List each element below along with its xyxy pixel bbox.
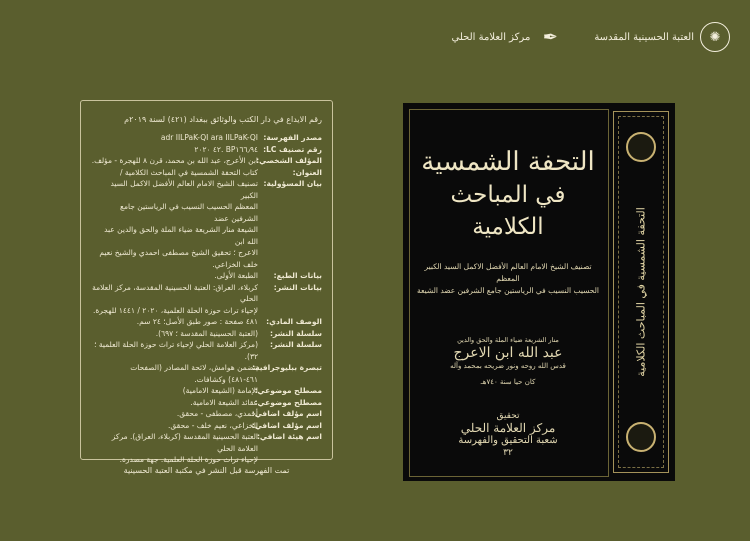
catalog-row-line: يتضمن هوامش، لائحة المصادر (الصفحات	[130, 363, 258, 372]
catalog-row-line: تصنيف الشيخ الامام العالم الأفضل الاكمل السيد الكبير	[110, 179, 258, 200]
catalog-row-line: خلف الخزاعي.	[212, 259, 258, 269]
catalog-rows	[91, 132, 322, 466]
catalog-row-line: BP١٦٦٫٩٤ .٤٢ ٢٠٢٠	[194, 144, 258, 154]
shrine-emblem-icon: ✺	[700, 22, 730, 52]
catalog-row-line: (العتبة الحسينية المقدسة ؛ ٦٩٧).	[155, 328, 258, 338]
cover-publisher	[413, 411, 603, 458]
catalog-row-value	[91, 167, 258, 179]
catalog-row-value	[91, 282, 258, 317]
catalog-row	[91, 270, 322, 282]
catalog-row-line: لإحياء تراث حوزة الحلة العلمية، ٢٠٢٠ / ١٤٤١ للهجرة.	[92, 305, 258, 315]
book-cover	[403, 103, 675, 481]
catalog-row-line: ٤٦١-٤٨١) وكشافات.	[194, 374, 258, 384]
author-date: كان حيا سنة ٧٤٠هـ	[480, 378, 536, 386]
catalog-row-line: لإحياء تراث حوزة الحلة العلمية. جهة مصدرة.	[119, 455, 258, 464]
catalog-row	[91, 431, 322, 466]
catalog-row-line: المعظم الحسيب النسيب في الرياستين جامع الشرفين عضد	[119, 202, 258, 223]
catalog-row	[91, 178, 322, 270]
catalog-row-line: أحمدي، مصطفى - محقق.	[176, 409, 258, 418]
catalog-row-line: الشيعة منار الشريعة ضياء الملة والحق والدين عبد الله ابن	[104, 225, 258, 246]
catalog-row	[91, 167, 322, 179]
catalog-row	[91, 362, 322, 385]
catalog-row-label: بيانات الطبع:	[273, 271, 322, 280]
catalog-row-line: (مركز العلامة الحلي لإحياء تراث حوزة الحلة العلمية ؛ ٣٢).	[94, 340, 258, 361]
catalog-row-label: رقم تصنيف LC:	[263, 144, 322, 154]
holy-shrine-logo	[594, 22, 730, 52]
author-tail: قدس الله روحه ونور ضريحه بمحمد وآله	[450, 362, 566, 370]
catalog-row-line: الإمامة (الشيعة الامامية)	[182, 386, 258, 395]
allama-hilli-center-logo	[452, 23, 565, 51]
cover-title-line2: في المباحث الكلامية	[450, 182, 566, 240]
catalog-row-value	[91, 339, 258, 362]
catalog-row-value	[91, 270, 258, 282]
catalog-row-label: بيانات النشر:	[273, 282, 322, 292]
catalog-row-label: الوصف المادي:	[266, 317, 322, 326]
cover-description-line: الحسيب النسيب في الرياستين جامع الشرفين عضد الشيعة	[417, 286, 599, 295]
division-name: شعبة التحقيق والفهرسة	[458, 435, 558, 446]
catalog-row-value	[91, 420, 258, 432]
catalog-row-label: مصطلح موضوعي:	[254, 386, 322, 395]
catalog-card	[80, 100, 333, 464]
catalog-row-value	[91, 328, 258, 340]
catalog-row-label: مصدر الفهرسة:	[263, 133, 322, 142]
catalog-row-value	[91, 362, 258, 385]
cover-description-line: تصنيف الشيخ الامام العالم الأفضل الاكمل السيد الكبير المعظم	[424, 262, 592, 283]
catalog-row-value	[91, 431, 258, 466]
catalog-row	[91, 282, 322, 317]
catalog-row-label: بيان المسؤولية:	[263, 179, 322, 188]
spine-top-medallion-icon	[626, 132, 656, 162]
catalog-row	[91, 408, 322, 420]
shrine-logo-text: العتبة الحسينية المقدسة	[594, 31, 694, 43]
catalog-row-line: العتبة الحسينية المقدسة (كربلاء، العراق). مركز العلامة الحلي	[111, 432, 258, 453]
catalog-row	[91, 155, 322, 167]
cover-author	[413, 336, 603, 386]
catalog-row-value	[91, 397, 258, 409]
book-spine	[613, 111, 669, 473]
catalog-row-line: كربلاء، العراق: العتبة الحسينية المقدسة، مركز العلامة الحلي	[92, 282, 258, 303]
center-logo-text: مركز العلامة الحلي	[451, 31, 531, 43]
publisher-logos	[452, 22, 730, 52]
spine-bottom-medallion-icon	[626, 422, 656, 452]
catalog-row-label: اسم مؤلف اضافي:	[251, 420, 322, 430]
catalog-row-value	[91, 144, 258, 156]
catalog-row-value	[91, 408, 258, 420]
cataloging-note: تمت الفهرسة قبل النشر في مكتبة العتبة الحسينية	[123, 466, 290, 475]
catalog-row	[91, 385, 322, 397]
catalog-row-label: تبصرة ببليوجرافية:	[252, 363, 322, 372]
catalog-row-line: كتاب التحفة الشمسية في المباحث الكلامية /	[119, 167, 258, 177]
catalog-row-value	[91, 385, 258, 397]
cover-title	[413, 145, 603, 243]
catalog-row-label: المؤلف الشخصي:	[256, 156, 322, 165]
catalog-row-value	[91, 132, 258, 144]
catalog-row-label: سلسلة النشر:	[269, 328, 322, 338]
catalog-row-line: ٤٨١ صفحة : صور طبق الأصل؛ ٢٤ سم.	[136, 317, 258, 326]
catalog-row-label: اسم هيئة اضافي:	[256, 432, 322, 441]
cover-title-line1: التحفة الشمسية	[421, 147, 595, 177]
catalog-row	[91, 144, 322, 156]
catalog-row-label: العنوان:	[292, 167, 322, 177]
catalog-row	[91, 328, 322, 340]
catalog-row	[91, 316, 322, 328]
catalog-row	[91, 339, 322, 362]
author-intro: منار الشريعة ضياء الملة والحق والدين	[457, 336, 559, 344]
catalog-row-line: عقائد الشيعة الامامية.	[190, 397, 258, 407]
quill-icon: ✒	[542, 26, 558, 48]
catalog-row	[91, 132, 322, 144]
catalog-row-line: adr IILPaK-QI ara IILPaK-QI	[160, 133, 258, 142]
series-number: ٣٢	[503, 448, 513, 458]
deposit-number: رقم الايداع في دار الكتب والوثائق ببغداد (٤٢١) لسنة ٢٠١٩م	[124, 115, 322, 124]
catalog-row-label: اسم مؤلف اضافي:	[251, 409, 322, 418]
author-name: عبد الله ابن الاعرج	[453, 345, 563, 361]
catalog-row-line: الخزاعي، نعيم خلف - محقق.	[168, 420, 258, 430]
center-name: مركز العلامة الحلي	[460, 421, 556, 435]
catalog-row	[91, 397, 322, 409]
catalog-row-line: الاعرج ؛ تحقيق الشيخ مصطفى احمدي والشيخ نعيم	[99, 248, 258, 257]
catalog-row	[91, 420, 322, 432]
verify-label: تحقيق	[496, 411, 520, 421]
catalog-row-label: مصطلح موضوعي:	[254, 397, 322, 407]
cover-description	[413, 261, 603, 297]
catalog-row-value	[91, 178, 258, 270]
catalog-row-line: ابن الأعرج، عبد الله بن محمد، قرن ٨ للهجرة - مؤلف.	[91, 156, 258, 165]
catalog-row-value	[91, 316, 258, 328]
catalog-row-value	[91, 155, 258, 167]
catalog-row-label: سلسلة النشر:	[269, 340, 322, 349]
catalog-row-line: الطبعة الأولى.	[214, 271, 258, 280]
spine-title: التحفة الشمسية في المباحث الكلامية	[634, 207, 648, 377]
